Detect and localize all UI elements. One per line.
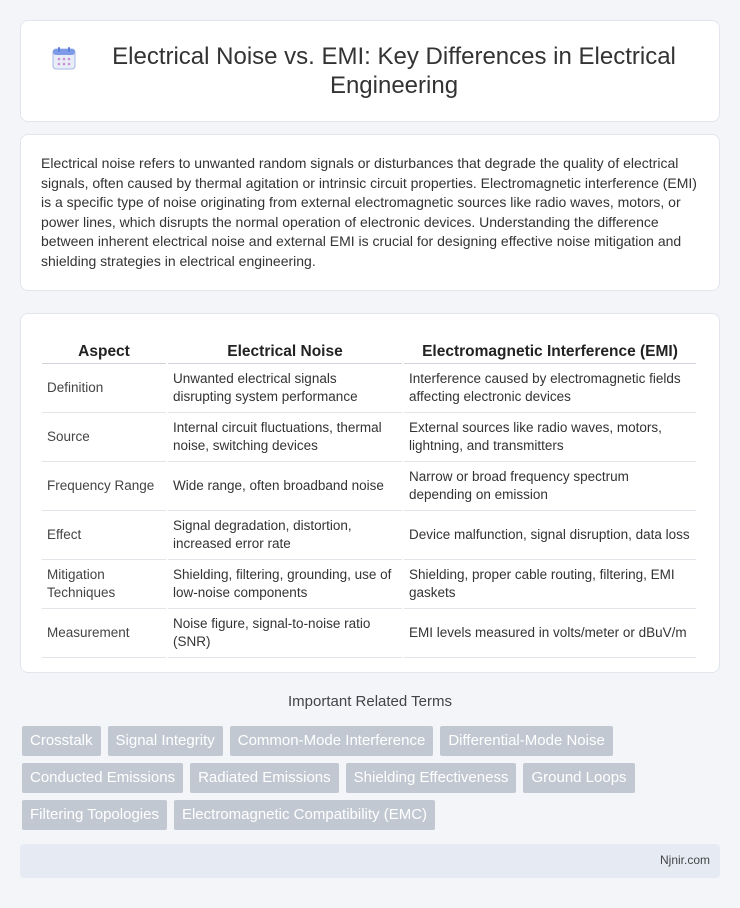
comparison-card — [20, 313, 720, 673]
tag-differential-mode-noise[interactable]: Differential-Mode Noise — [440, 726, 612, 756]
tag-conducted-emissions[interactable]: Conducted Emissions — [22, 763, 183, 793]
related-terms-heading: Important Related Terms — [288, 693, 452, 710]
row-noise-value: Signal degradation, distortion, increased error rate — [168, 511, 402, 560]
tag-crosstalk[interactable]: Crosstalk — [22, 726, 101, 756]
row-aspect: Source — [42, 413, 166, 462]
related-terms-list — [22, 726, 722, 837]
row-emi-value: External sources like radio waves, motors, lightning, and transmitters — [404, 413, 696, 462]
row-noise-value: Noise figure, signal-to-noise ratio (SNR) — [168, 609, 402, 658]
table-row — [42, 364, 696, 413]
row-noise-value: Unwanted electrical signals disrupting system performance — [168, 364, 402, 413]
header-emi: Electromagnetic Interference (EMI) — [404, 334, 696, 364]
table-row — [42, 462, 696, 511]
footer — [20, 844, 720, 878]
tag-common-mode-interference[interactable]: Common-Mode Interference — [230, 726, 434, 756]
row-emi-value: Shielding, proper cable routing, filtering, EMI gaskets — [404, 560, 696, 609]
footer-site-link[interactable]: Njnir.com — [659, 853, 710, 867]
row-emi-value: Narrow or broad frequency spectrum depending on emission — [404, 462, 696, 511]
intro-paragraph: Electrical noise refers to unwanted random signals or disturbances that degrade the quality of electrical signals, often caused by thermal agitation or intrinsic circuit properties. Electromagnetic interference (EMI) is a specific type of noise originating from external electromagnetic sources like radio waves, motors, or power lines, which disrupts the normal operation of electronic devices. Understanding the difference between inherent electrical noise and external EMI is crucial for designing effective noise mitigation and shielding strategies in electrical engineering. — [41, 155, 697, 269]
row-aspect: Frequency Range — [42, 462, 166, 511]
header-aspect: Aspect — [42, 334, 166, 364]
row-noise-value: Internal circuit fluctuations, thermal noise, switching devices — [168, 413, 402, 462]
comparison-table — [40, 334, 698, 658]
row-noise-value: Shielding, filtering, grounding, use of low-noise components — [168, 560, 402, 609]
table-header-row — [42, 334, 696, 364]
table-row — [42, 511, 696, 560]
row-noise-value: Wide range, often broadband noise — [168, 462, 402, 511]
row-emi-value: EMI levels measured in volts/meter or dBuV/m — [404, 609, 696, 658]
tag-ground-loops[interactable]: Ground Loops — [523, 763, 634, 793]
tag-filtering-topologies[interactable]: Filtering Topologies — [22, 800, 167, 830]
row-emi-value: Interference caused by electromagnetic fields affecting electronic devices — [404, 364, 696, 413]
row-aspect: Definition — [42, 364, 166, 413]
header-electrical-noise: Electrical Noise — [168, 334, 402, 364]
tag-emc[interactable]: Electromagnetic Compatibility (EMC) — [174, 800, 435, 830]
row-aspect: Mitigation Techniques — [42, 560, 166, 609]
calendar-icon — [51, 45, 77, 71]
row-emi-value: Device malfunction, signal disruption, data loss — [404, 511, 696, 560]
page-title: Electrical Noise vs. EMI: Key Differences in Electrical Engineering — [112, 43, 676, 99]
row-aspect: Measurement — [42, 609, 166, 658]
table-row — [42, 560, 696, 609]
intro-card — [20, 134, 720, 291]
table-row — [42, 609, 696, 658]
title-card — [20, 20, 720, 122]
table-row — [42, 413, 696, 462]
tag-radiated-emissions[interactable]: Radiated Emissions — [190, 763, 339, 793]
tag-shielding-effectiveness[interactable]: Shielding Effectiveness — [346, 763, 517, 793]
tag-signal-integrity[interactable]: Signal Integrity — [108, 726, 223, 756]
row-aspect: Effect — [42, 511, 166, 560]
